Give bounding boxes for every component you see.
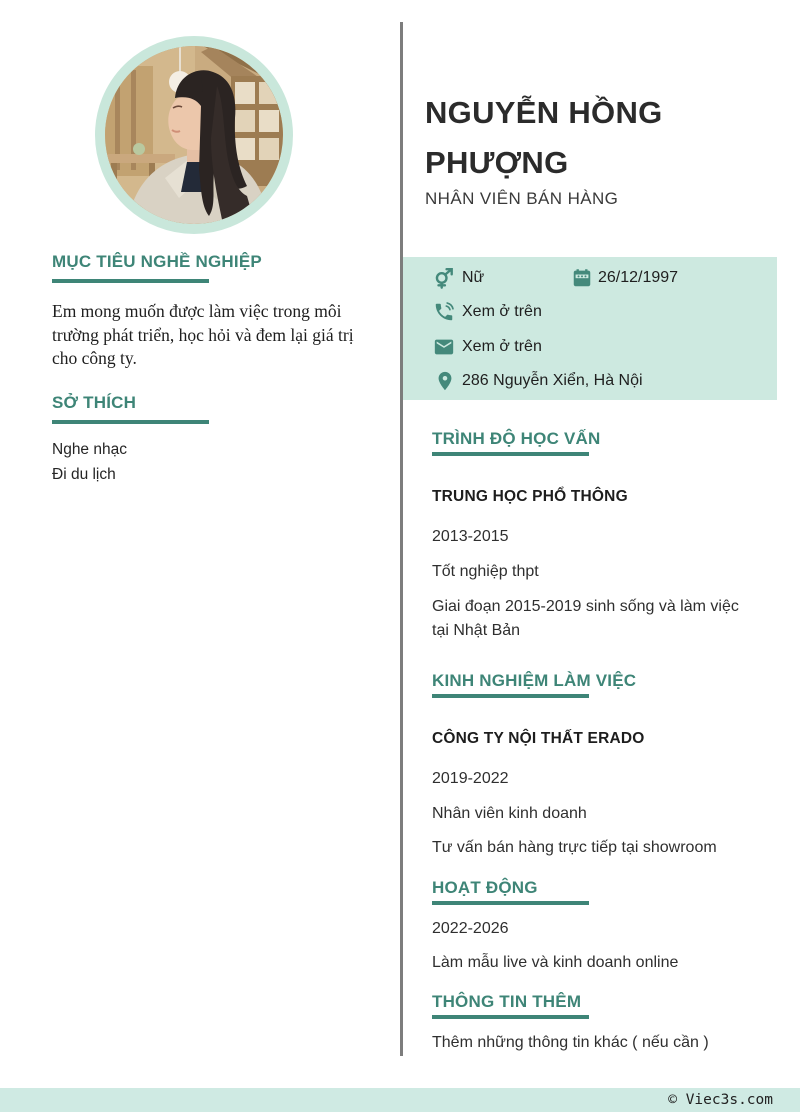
- experience-heading: KINH NGHIỆM LÀM VIỆC: [432, 671, 637, 690]
- candidate-name-line2: PHƯỢNG: [425, 145, 569, 180]
- more-info-heading: THÔNG TIN THÊM: [432, 992, 582, 1011]
- activity-underline: [432, 901, 589, 905]
- candidate-name: [425, 88, 775, 188]
- experience-company: CÔNG TY NỘI THẤT ERADO: [432, 730, 645, 747]
- experience-period: 2019-2022: [432, 770, 509, 787]
- job-title: NHÂN VIÊN BÁN HÀNG: [425, 189, 619, 208]
- objective-text: Em mong muốn được làm việc trong môi trường phát triển, học hỏi và đem lại giá trị cho công ty.: [52, 301, 354, 368]
- email-value: Xem ở trên: [462, 338, 542, 355]
- education-heading: TRÌNH ĐỘ HỌC VẤN: [432, 429, 601, 448]
- education-line: Giai đoạn 2015-2019 sinh sống và làm việc tại Nhật Bản: [432, 598, 739, 639]
- location-icon: [434, 370, 456, 392]
- education-school: TRUNG HỌC PHỔ THÔNG: [432, 488, 628, 505]
- activity-heading: HOẠT ĐỘNG: [432, 878, 538, 897]
- footer-copyright: © Viec3s.com: [668, 1092, 773, 1108]
- hobby-item: Nghe nhạc: [52, 441, 127, 458]
- more-info-underline: [432, 1015, 589, 1019]
- mail-icon: [433, 336, 455, 358]
- education-underline: [432, 452, 589, 456]
- education-period: 2013-2015: [432, 528, 509, 545]
- more-info-line: Thêm những thông tin khác ( nếu cần ): [432, 1034, 709, 1051]
- candidate-name-line1: NGUYỄN HỒNG: [425, 95, 663, 130]
- experience-underline: [432, 694, 589, 698]
- hobbies-underline: [52, 420, 209, 424]
- column-divider: [400, 22, 403, 1056]
- birthday-value: 26/12/1997: [598, 269, 679, 286]
- calendar-icon: [571, 267, 593, 289]
- activity-period: 2022-2026: [432, 920, 509, 937]
- profile-photo-illustration: [105, 46, 283, 224]
- experience-line: Nhân viên kinh doanh: [432, 805, 587, 822]
- activity-line: Làm mẫu live và kinh doanh online: [432, 954, 679, 971]
- phone-value: Xem ở trên: [462, 303, 542, 320]
- phone-icon: [433, 301, 455, 323]
- hobbies-heading: SỞ THÍCH: [52, 393, 137, 412]
- objective-heading: MỤC TIÊU NGHỀ NGHIỆP: [52, 252, 262, 271]
- education-line: Tốt nghiệp thpt: [432, 563, 539, 580]
- profile-photo: [95, 36, 293, 234]
- hobby-item: Đi du lịch: [52, 466, 116, 483]
- objective-underline: [52, 279, 209, 283]
- gender-value: Nữ: [462, 269, 485, 286]
- gender-icon: [433, 267, 455, 289]
- address-value: 286 Nguyễn Xiển, Hà Nội: [462, 372, 643, 389]
- footer-bar: [0, 1088, 800, 1112]
- experience-line: Tư vấn bán hàng trực tiếp tại showroom: [432, 839, 717, 856]
